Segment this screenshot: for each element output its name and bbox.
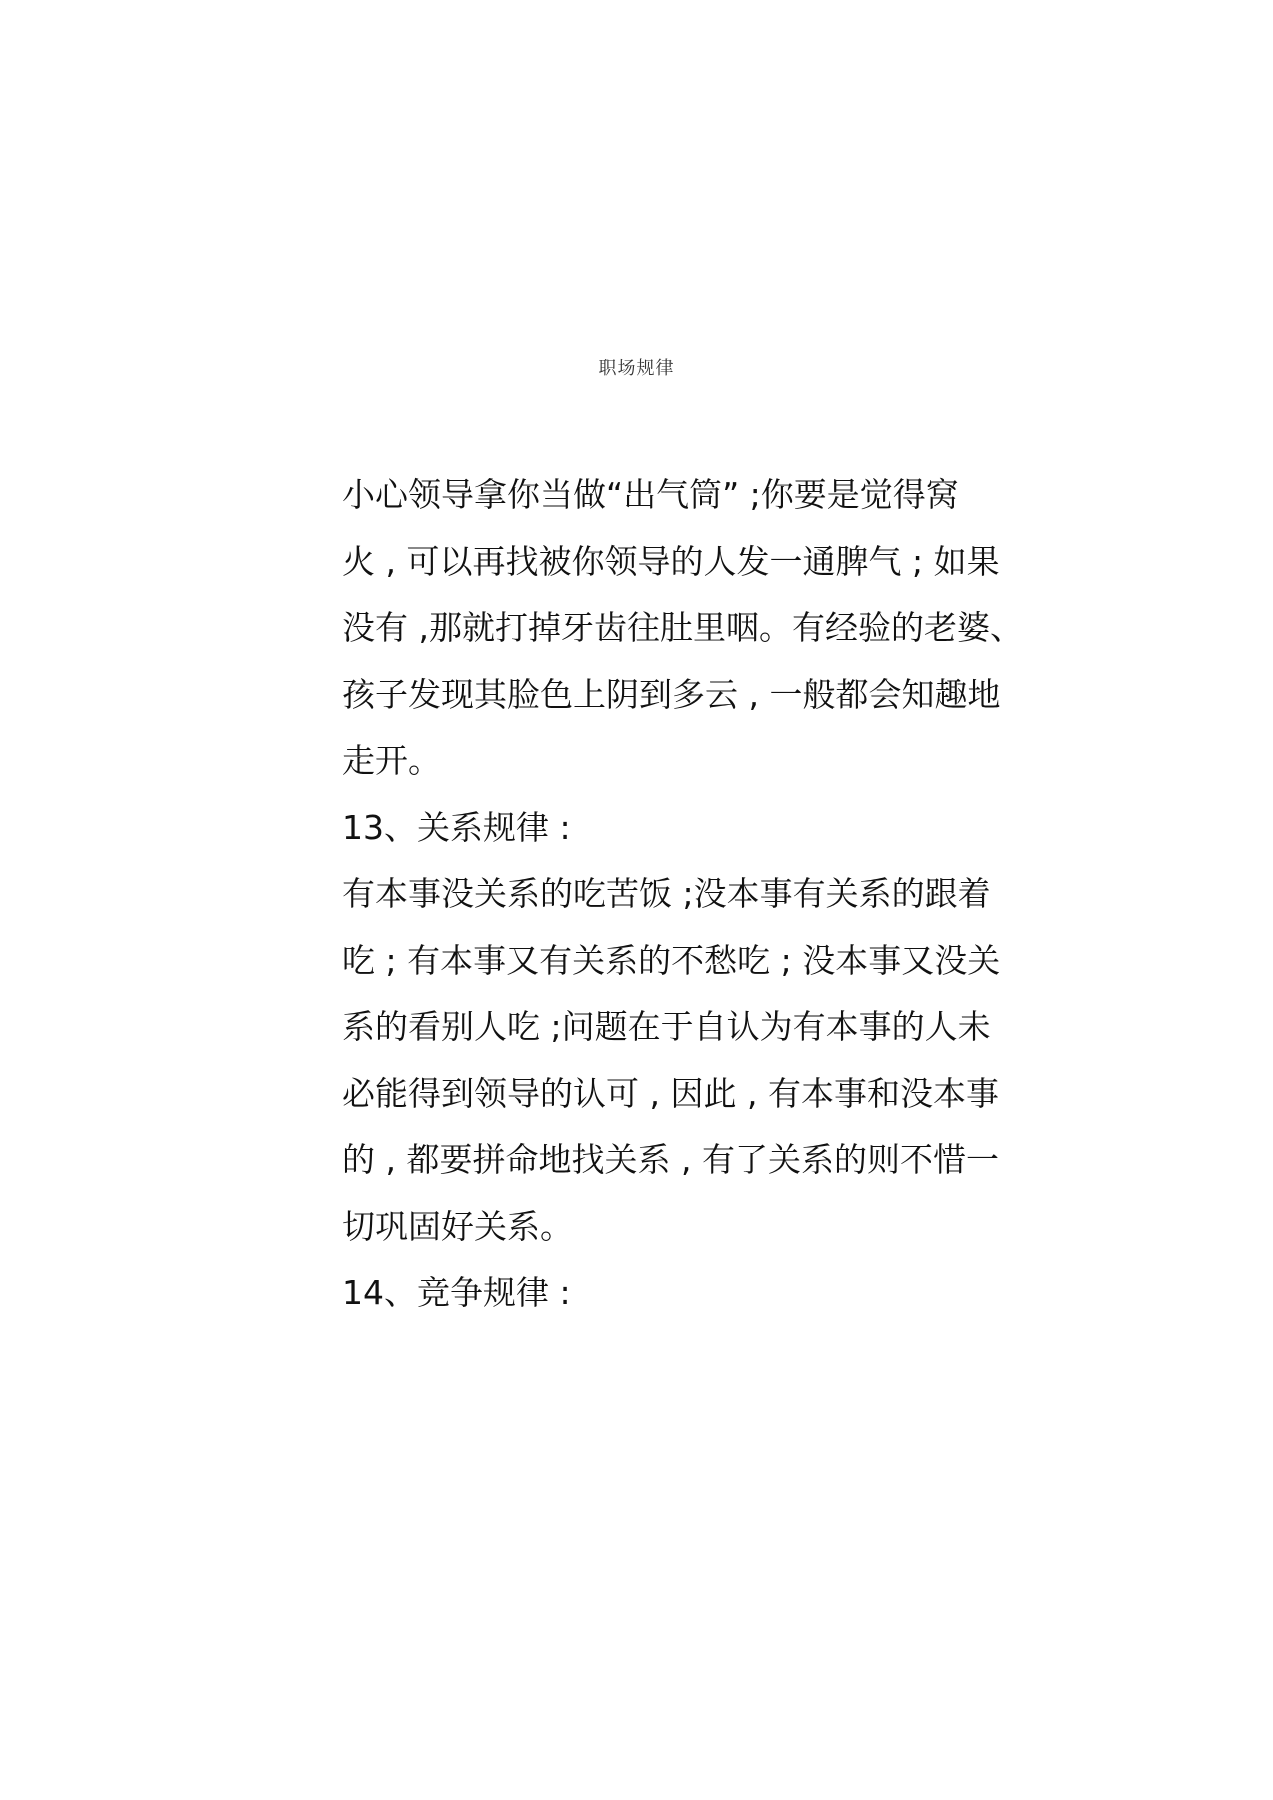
paragraph-line: 的 , 都要拼命地找关系 , 有了关系的则不惜一: [342, 1140, 999, 1179]
body-text: [342, 462, 1023, 1327]
paragraph-line: 孩子发现其脸色上阴到多云 , 一般都会知趣地: [342, 674, 1001, 714]
paragraph-line: 有本事没关系的吃苦饭 ;没本事有关系的跟着: [342, 874, 991, 913]
running-header: 职场规律: [598, 358, 675, 379]
paragraph-line: 吃 ; 有本事又有关系的不愁吃 ; 没本事又没关: [342, 940, 1001, 980]
paragraph-line: 走开。: [342, 741, 441, 780]
paragraph-line: 切巩固好关系。: [342, 1206, 573, 1246]
paragraph-line: 必能得到领导的认可 , 因此 , 有本事和没本事: [342, 1073, 999, 1113]
paragraph-line: 火 , 可以再找被你领导的人发一通脾气 ; 如果: [342, 541, 1000, 581]
section-heading-13: 13、关系规律 :: [342, 807, 571, 847]
paragraph-line: 没有 ,那就打掉牙齿往肚里咽。有经验的老婆、: [342, 608, 1023, 647]
section-heading-14: 14、竞争规律 :: [342, 1273, 571, 1312]
paragraph-line: 系的看别人吃 ;问题在于自认为有本事的人未: [342, 1007, 991, 1046]
paragraph-line: 小心领导拿你当做“出气筒” ;你要是觉得窝: [342, 475, 959, 514]
